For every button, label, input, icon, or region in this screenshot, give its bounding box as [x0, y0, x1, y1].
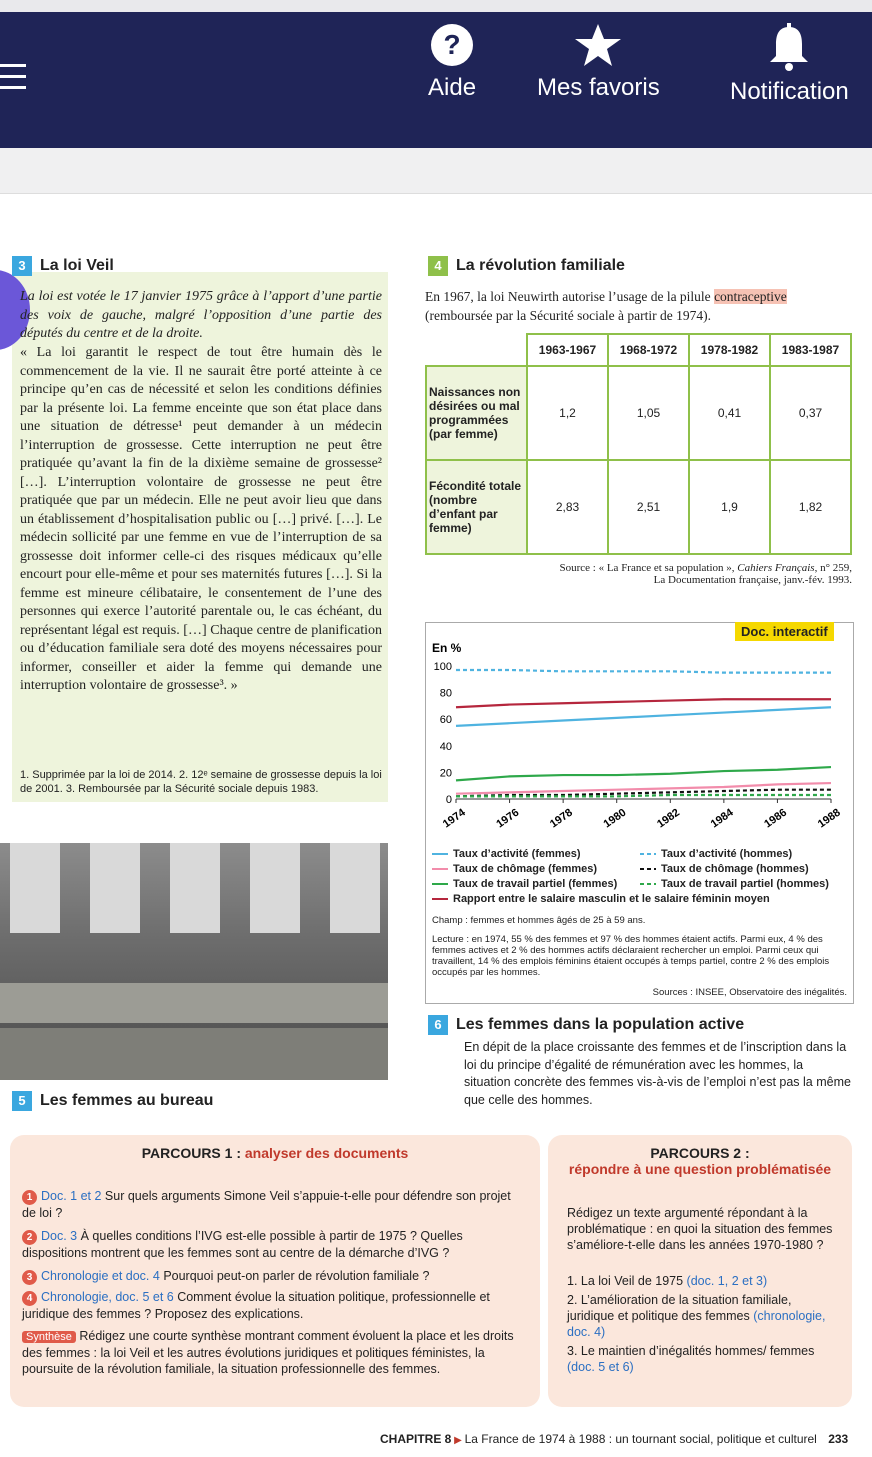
legend-item [432, 892, 770, 907]
x-tick-label: 1984 [708, 806, 736, 831]
legend-label: Taux d’activité (hommes) [661, 848, 793, 860]
table-col-header: 1968-1972 [608, 334, 689, 366]
legend-item [640, 877, 829, 892]
legend-item [432, 862, 617, 877]
legend-item [432, 847, 617, 862]
y-axis-label: En % [432, 641, 462, 655]
synthese-text: Rédigez une courte synthèse montrant comment évoluent la place et les droits des femmes : la loi Veil et les autres évolutions juridiques et politiques féministes, la poursuite de la révolution familiale, la situation professionnelle des femmes. [22, 1329, 514, 1376]
legend-label: Taux de chômage (hommes) [661, 863, 809, 875]
p2-ref[interactable]: (chronologie, doc. 4) [567, 1309, 826, 1339]
doc4-number: 4 [428, 256, 448, 276]
nav-notification[interactable] [730, 22, 849, 106]
office-photo [0, 843, 388, 1080]
p2-text: 2. L’amélioration de la situation familiale, juridique et politique des femmes [567, 1293, 792, 1323]
synthese-label: Synthèse [22, 1331, 76, 1343]
legend-item [640, 847, 829, 862]
question-3: 3 Chronologie et doc. 4 Pourquoi peut-on parler de révolution familiale ? [22, 1268, 522, 1285]
y-tick-label: 100 [433, 661, 452, 673]
q4-text: Comment évolue la situation politique, professionnelle et juridique des femmes ? Proposez des explications. [22, 1290, 490, 1321]
nav-favorites[interactable] [537, 22, 660, 102]
y-tick-label: 40 [439, 740, 452, 753]
y-tick-label: 60 [439, 714, 452, 727]
q3-ref[interactable]: Chronologie et doc. 4 [41, 1269, 160, 1283]
svg-text:?: ? [443, 29, 461, 60]
p3-text: 3. Le maintien d’inégalités hommes/ femmes [567, 1344, 815, 1358]
question-1: 1 Doc. 1 et 2 Sur quels arguments Simone Veil s’appuie-t-elle pour défendre son projet de loi ? [22, 1189, 511, 1220]
question-icon [429, 22, 475, 68]
doc3-body: « La loi garantit le respect de tout être humain dès le commencement de la vie. Il ne saurait être porté atteinte à ce principe qu’en cas de nécessité et selon les conditions définies par la présente loi. La femme enceinte que son état place dans une situation de détresse¹ peut demander à un médecin l’interruption de grossesse. Cette interruption ne peut être pratiquée qu’avant la fin de la dixième semaine de grossesse² […]. L’interruption volontaire de grossesse ne peut être pratiquée que par un médecin. Elle ne peut avoir lieu que dans un établissement d’hospitalisation public ou […] privé. […]. Le médecin sollicité par une femme en vue de l’interruption de sa grossesse doit informer celle-ci des risques médicaux qu’elle encourt pour elle-même et pour ses maternités futures […]. Si la femme est mineure célibataire, le consentement de l’une des personnes qui exerce l’autorité parentale ou, le cas échéant, du représentant légal est requis. […] Chaque centre de planification ou d’éducation familiale sera doté des moyens nécessaires pour informer, conseiller et aider la femme qui demande une interruption volontaire de grossesse³. » [20, 345, 382, 693]
chart-sources: Sources : INSEE, Observatoire des inégalités. [652, 987, 847, 998]
doc5-number: 5 [12, 1091, 32, 1111]
x-tick-label: 1986 [762, 806, 790, 831]
q2-text: À quelles conditions l’IVG est-elle possible à partir de 1975 ? Quelles dispositions montrent que les femmes sont au centre de la démarche d’IVG ? [22, 1229, 463, 1260]
parcours2-p2 [567, 1292, 837, 1340]
footer-text: La France de 1974 à 1988 : un tournant social, politique et culturel [464, 1432, 817, 1446]
table-col-header: 1983-1987 [770, 334, 851, 366]
doc4-source-b: , n° 259, [814, 562, 852, 574]
nav-favorites-label: Mes favoris [537, 74, 660, 101]
interactive-doc-badge[interactable]: Doc. interactif [735, 622, 834, 641]
table-row [426, 366, 851, 460]
footer-chapter: CHAPITRE 8 [380, 1432, 452, 1446]
toolbar-band [0, 148, 872, 194]
table-col-header: 1978-1982 [689, 334, 770, 366]
x-tick-label: 1982 [655, 806, 683, 831]
series-line [456, 699, 831, 707]
doc4-source-title: Cahiers Français [737, 562, 815, 574]
q3-text: Pourquoi peut-on parler de révolution familiale ? [159, 1269, 430, 1283]
doc4-intro-a: En 1967, la loi Neuwirth autorise l’usage de la pilule [425, 289, 715, 304]
table-header-row [426, 334, 851, 366]
x-tick-label: 1978 [547, 806, 575, 831]
doc4-source [425, 562, 852, 586]
parcours2-title-a: PARCOURS 2 : [650, 1145, 750, 1161]
parcours1-title-a: PARCOURS 1 : [141, 1145, 245, 1161]
question-4: 4 Chronologie, doc. 5 et 6 Comment évolue la situation politique, professionnelle et juridique des femmes ? Proposez des explications. [22, 1290, 490, 1321]
table-cell: 0,37 [770, 366, 851, 460]
table-col-header: 1963-1967 [527, 334, 608, 366]
y-tick-label: 0 [445, 794, 452, 806]
chart-champ: Champ : femmes et hommes âgés de 25 à 59 ans. [432, 915, 646, 926]
menu-icon[interactable] [0, 64, 26, 97]
table-row-header: Naissances non désirées ou mal programmées (par femme) [426, 366, 527, 460]
page-footer: CHAPITRE 8 ▶ La France de 1974 à 1988 : un tournant social, politique et culturel 233 [380, 1432, 849, 1446]
series-line [456, 783, 831, 794]
star-icon [573, 22, 623, 68]
table-cell: 2,51 [608, 460, 689, 554]
synthese [22, 1328, 522, 1377]
x-tick-label: 1974 [440, 806, 468, 831]
doc4-intro-highlight: contraceptive [714, 289, 787, 304]
nav-notification-label: Notification [730, 78, 849, 105]
p1-text: 1. La loi Veil de 1975 [567, 1274, 687, 1288]
q2-ref[interactable]: Doc. 3 [41, 1229, 78, 1243]
table-row-header: Fécondité totale (nombre d’enfant par femme) [426, 460, 527, 554]
doc3-footnotes: 1. Supprimée par la loi de 2014. 2. 12ᵉ semaine de grossesse depuis la loi de 2001. 3. Remboursée par la Sécurité sociale depuis 1983. [20, 769, 382, 795]
chart-lecture: Lecture : en 1974, 55 % des femmes et 97 % des hommes étaient actifs. Parmi eux, 4 % des femmes actives et 2 % des hommes actifs déclaraient rechercher un emploi. Parmi ceux qui travaillent, 14 % des emplois féminins étaient occupés à temps partiel, contre 2 % des emplois occupés par les hommes. [432, 934, 830, 978]
q1-text: Sur quels arguments Simone Veil s’appuie-t-elle pour défendre son projet de loi ? [22, 1189, 511, 1220]
legend-label: Taux de chômage (femmes) [453, 863, 598, 875]
doc4-intro [425, 288, 852, 325]
chart-legend-right [640, 847, 829, 892]
doc6-number: 6 [428, 1015, 448, 1035]
nav-help-label: Aide [428, 74, 477, 101]
doc3-intro: La loi est votée le 17 janvier 1975 grâce à l’apport d’une partie des voix de gauche, malgré l’opposition d’une partie des députés du centre et de la droite. [20, 289, 382, 341]
table-cell: 1,9 [689, 460, 770, 554]
parcours2-p3 [567, 1343, 837, 1375]
question-2: 2 Doc. 3 À quelles conditions l’IVG est-elle possible à partir de 1975 ? Quelles dispositions montrent que les femmes sont au centre de la démarche d’IVG ? [22, 1229, 463, 1260]
series-line [456, 670, 831, 673]
table-cell: 2,83 [527, 460, 608, 554]
chart-legend-left [432, 847, 617, 892]
line-chart [426, 636, 851, 846]
series-line [456, 767, 831, 780]
parcours1-title [10, 1145, 540, 1161]
doc4-title-text: La révolution familiale [456, 257, 625, 274]
family-table [425, 333, 852, 555]
app-bar [0, 12, 872, 148]
nav-help[interactable] [428, 22, 476, 102]
x-tick-label: 1976 [494, 806, 522, 831]
q4-ref[interactable]: Chronologie, doc. 5 et 6 [41, 1290, 174, 1304]
doc3-title [12, 256, 114, 276]
x-tick-label: 1980 [601, 806, 629, 831]
table-row [426, 460, 851, 554]
doc4-source-a: Source : « La France et sa population », [559, 562, 738, 574]
doc3-title-text: La loi Veil [40, 257, 114, 274]
p3-ref[interactable]: (doc. 5 et 6) [567, 1360, 634, 1374]
doc5-title-text: Les femmes au bureau [40, 1092, 214, 1109]
legend-label: Taux de travail partiel (hommes) [661, 878, 829, 890]
doc4-title [428, 256, 625, 276]
table-cell: 0,41 [689, 366, 770, 460]
parcours1-title-b: analyser des documents [244, 1145, 409, 1161]
parcours2-title-b: répondre à une question problématisée [568, 1161, 832, 1177]
table-cell: 1,2 [527, 366, 608, 460]
p1-ref[interactable]: (doc. 1, 2 et 3) [686, 1274, 768, 1288]
doc6-title [428, 1015, 744, 1035]
doc6-text: En dépit de la place croissante des femmes et de l’inscription dans la loi du principe d’égalité de rémunération avec les hommes, la situation concrète des femmes vis-à-vis de l’emploi n’est pas la même que celle des hommes. [464, 1040, 851, 1107]
table-corner [426, 334, 527, 366]
bell-icon [766, 22, 812, 72]
legend-label: Taux d’activité (femmes) [453, 848, 581, 860]
footer-page-number: 233 [828, 1432, 849, 1446]
status-band [0, 0, 872, 12]
legend-label: Rapport entre le salaire masculin et le salaire féminin moyen [453, 893, 770, 905]
doc4-source-c: La Documentation française, janv.-fév. 1993. [653, 574, 852, 586]
legend-item [640, 862, 829, 877]
y-tick-label: 20 [439, 767, 452, 780]
legend-label: Taux de travail partiel (femmes) [453, 878, 618, 890]
legend-item [432, 877, 617, 892]
doc6-title-text: Les femmes dans la population active [456, 1016, 745, 1033]
doc4-intro-b: (remboursée par la Sécurité sociale à partir de 1974). [425, 307, 711, 323]
doc3-number: 3 [12, 256, 32, 276]
x-tick-label: 1988 [815, 806, 843, 831]
doc5-title [12, 1091, 213, 1111]
series-line [456, 707, 831, 726]
parcours2-intro: Rédigez un texte argumenté répondant à la problématique : en quoi la situation des femmes s’améliore-t-elle dans les années 1970-1980 ? [567, 1206, 833, 1252]
table-cell: 1,82 [770, 460, 851, 554]
q1-ref[interactable]: Doc. 1 et 2 [41, 1189, 102, 1203]
parcours2-title [548, 1145, 852, 1177]
table-cell: 1,05 [608, 366, 689, 460]
parcours2-p1 [567, 1273, 837, 1289]
y-tick-label: 80 [439, 687, 452, 700]
